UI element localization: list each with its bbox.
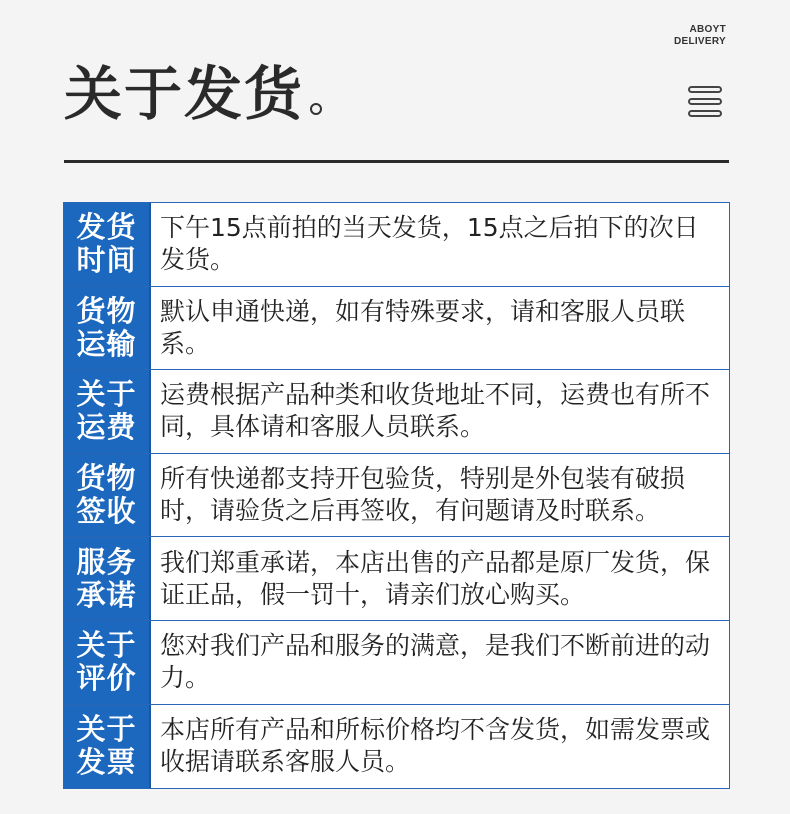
row-text: 运费根据产品种类和收货地址不同，运费也有所不同，具体请和客服人员联系。 [160,380,711,442]
info-table [63,202,730,789]
row-label-line-2: 签收 [76,494,137,529]
table-row [64,287,729,371]
table-row [64,705,729,789]
brand-line-1: ABOYT [689,24,726,35]
menu-line [688,98,722,105]
row-label [64,454,151,537]
row-label-line-1: 关于 [76,712,137,747]
row-description [151,537,729,620]
menu-line [688,110,722,117]
row-label [64,370,151,453]
row-text: 下午15点前拍的当天发货，15点之后拍下的次日发货。 [160,213,699,275]
row-label-line-2: 发票 [76,745,137,780]
row-label-line-2: 承诺 [76,577,137,612]
row-label-line-2: 时间 [76,243,137,278]
row-description [151,203,729,286]
table-row [64,621,729,705]
row-label [64,537,151,620]
row-label-line-2: 运输 [76,326,137,361]
brand-tag [656,24,726,48]
row-label-line-1: 货物 [76,293,137,328]
table-row [64,454,729,538]
row-text: 默认申通快递，如有特殊要求，请和客服人员联系。 [160,296,686,358]
row-description [151,370,729,453]
menu-lines-icon[interactable] [688,86,722,118]
row-description [151,621,729,704]
row-label-line-1: 发货 [76,210,137,245]
table-row [64,537,729,621]
title-divider [64,160,729,163]
row-text: 您对我们产品和服务的满意，是我们不断前进的动力。 [160,631,711,693]
brand-line-2: DELIVERY [673,36,726,47]
row-label [64,287,151,370]
page-title: 关于发货 [64,60,305,128]
row-label [64,705,151,789]
circle-dot-icon [310,103,322,115]
row-text: 本店所有产品和所标价格均不含发货，如需发票或收据请联系客服人员。 [160,715,711,777]
table-row [64,203,729,287]
row-label [64,621,151,704]
row-label [64,203,151,286]
row-label-line-2: 运费 [76,410,137,445]
row-label-line-2: 评价 [76,661,137,696]
row-label-line-1: 关于 [76,628,137,663]
row-label-line-1: 货物 [76,461,137,496]
row-description [151,287,729,370]
row-label-line-1: 关于 [76,377,137,412]
row-description [151,705,729,789]
table-row [64,370,729,454]
row-text: 我们郑重承诺，本店出售的产品都是原厂发货，保证正品，假一罚十，请亲们放心购买。 [160,547,711,609]
row-label-line-1: 服务 [76,544,137,579]
row-description [151,454,729,537]
menu-line [688,86,722,93]
row-text: 所有快递都支持开包验货，特别是外包装有破损时，请验货之后再签收，有问题请及时联系。 [160,464,686,526]
